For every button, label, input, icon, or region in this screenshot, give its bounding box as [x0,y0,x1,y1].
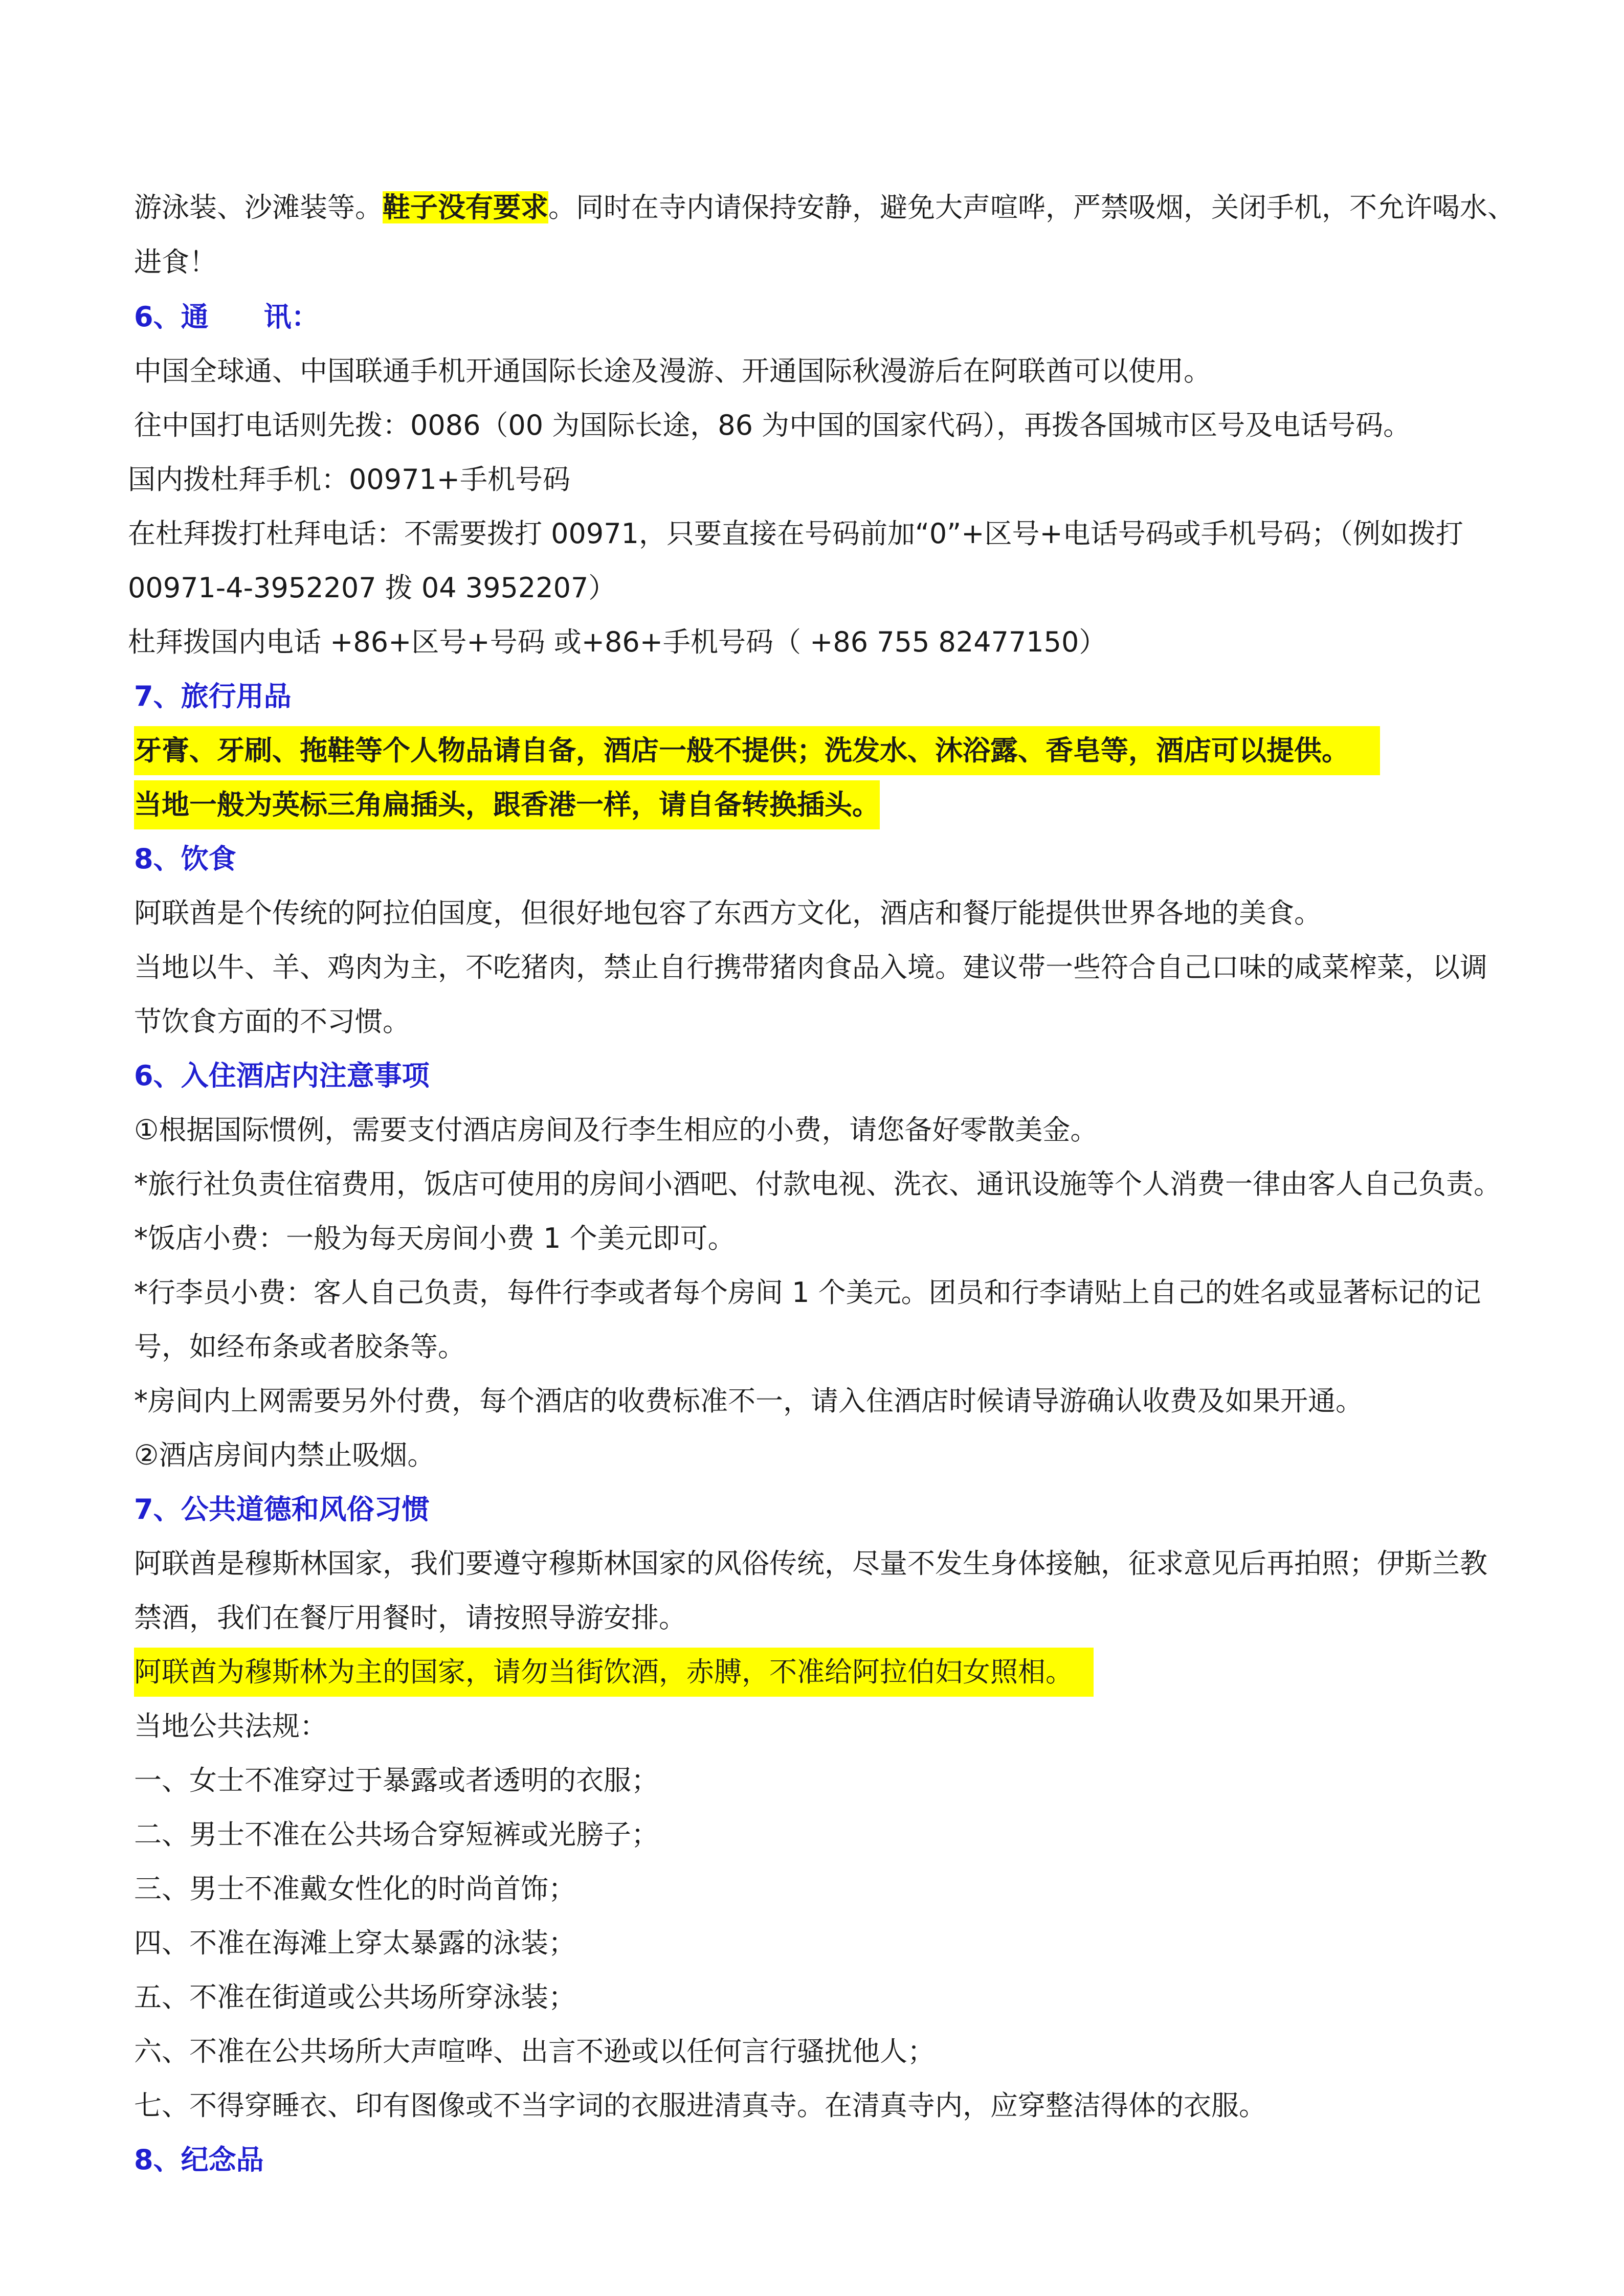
section-heading-hotel: 6、入住酒店内注意事项 [134,1060,430,1092]
comm-line-4: 在杜拜拨打杜拜电话：不需要拨打 00971，只要直接在号码前加“0”+区号+电话号码或手机号码；（例如拨打 [128,517,1463,550]
section-heading-travel-items: 7、旅行用品 [134,680,292,712]
section-heading-food: 8、饮食 [134,843,236,875]
travel-line-1-highlight: 牙膏、牙刷、拖鞋等个人物品请自备，酒店一般不提供；洗发水、沐浴露、香皂等，酒店可以提供。 [134,726,1380,775]
hotel-line-1: ①根据国际惯例，需要支付酒店房间及行李生相应的小费，请您备好零散美金。 [134,1114,1098,1146]
comm-line-3: 国内拨杜拜手机：00971+手机号码 [128,463,571,496]
section-heading-souvenir: 8、纪念品 [134,2144,264,2176]
ethics-line-1: 阿联酋是穆斯林国家，我们要遵守穆斯林国家的风俗传统，尽量不发生身体接触，征求意见后再拍照；伊斯兰教 [134,1547,1487,1580]
text-run: 游泳装、沙滩装等。 [134,191,383,223]
comm-line-2: 往中国打电话则先拨：0086（00 为国际长途，86 为中国的国家代码），再拨各国城市区号及电话号码。 [134,409,1411,441]
para-continuation-line-2: 进食！ [134,246,217,278]
rule-item: 一、女士不准穿过于暴露或者透明的衣服； [134,1764,659,1796]
hotel-line-7: ②酒店房间内禁止吸烟。 [134,1439,435,1471]
travel-line-2-highlight: 当地一般为英标三角扁插头，跟香港一样，请自备转换插头。 [134,780,880,829]
ethics-line-4: 当地公共法规： [134,1710,327,1742]
comm-line-6: 杜拜拨国内电话 +86+区号+号码 或+86+手机号码（ +86 755 82477150） [128,626,1107,658]
comm-line-1: 中国全球通、中国联通手机开通国际长途及漫游、开通国际秋漫游后在阿联酋可以使用。 [134,355,1211,387]
food-line-3: 节饮食方面的不习惯。 [134,1005,410,1038]
section-heading-communication: 6、通 讯： [134,301,319,333]
food-line-1: 阿联酋是个传统的阿拉伯国度，但很好地包容了东西方文化，酒店和餐厅能提供世界各地的美食。 [134,897,1322,929]
rule-item: 二、男士不准在公共场合穿短裤或光膀子； [134,1818,659,1851]
rule-item: 七、不得穿睡衣、印有图像或不当字词的衣服进清真寺。在清真寺内，应穿整洁得体的衣服。 [134,2089,1266,2122]
hotel-line-4: *行李员小费：客人自己负责，每件行李或者每个房间 1 个美元。团员和行李请贴上自己的姓名或显著标记的记 [134,1276,1481,1309]
food-line-2: 当地以牛、羊、鸡肉为主，不吃猪肉，禁止自行携带猪肉食品入境。建议带一些符合自己口味的咸菜榨菜，以调 [134,951,1487,983]
ethics-line-3-highlight: 阿联酋为穆斯林为主的国家，请勿当街饮酒，赤膊，不准给阿拉伯妇女照相。 [134,1648,1094,1697]
hotel-line-6: *房间内上网需要另外付费，每个酒店的收费标准不一，请入住酒店时候请导游确认收费及如果开通。 [134,1385,1363,1417]
para-continuation-line-1 [134,183,1515,232]
rule-item: 三、男士不准戴女性化的时尚首饰； [134,1873,576,1905]
hotel-line-3: *饭店小费：一般为每天房间小费 1 个美元即可。 [134,1222,736,1254]
text-run: 。同时在寺内请保持安静，避免大声喧哗，严禁吸烟，关闭手机，不允许喝水、 [548,191,1515,223]
hotel-line-2: *旅行社负责住宿费用，饭店可使用的房间小酒吧、付款电视、洗衣、通讯设施等个人消费一律由客人自己负责。 [134,1168,1501,1200]
section-heading-public-ethics: 7、公共道德和风俗习惯 [134,1493,430,1525]
hotel-line-5: 号，如经布条或者胶条等。 [134,1331,465,1363]
rule-item: 四、不准在海滩上穿太暴露的泳装； [134,1927,576,1959]
rule-item: 五、不准在街道或公共场所穿泳装； [134,1981,576,2013]
ethics-line-2: 禁酒，我们在餐厅用餐时，请按照导游安排。 [134,1602,686,1634]
highlight-shoes-note: 鞋子没有要求 [383,191,548,223]
comm-line-5: 00971-4-3952207 拨 04 3952207） [128,572,616,604]
rule-item: 六、不准在公共场所大声喧哗、出言不逊或以任何言行骚扰他人； [134,2035,935,2067]
